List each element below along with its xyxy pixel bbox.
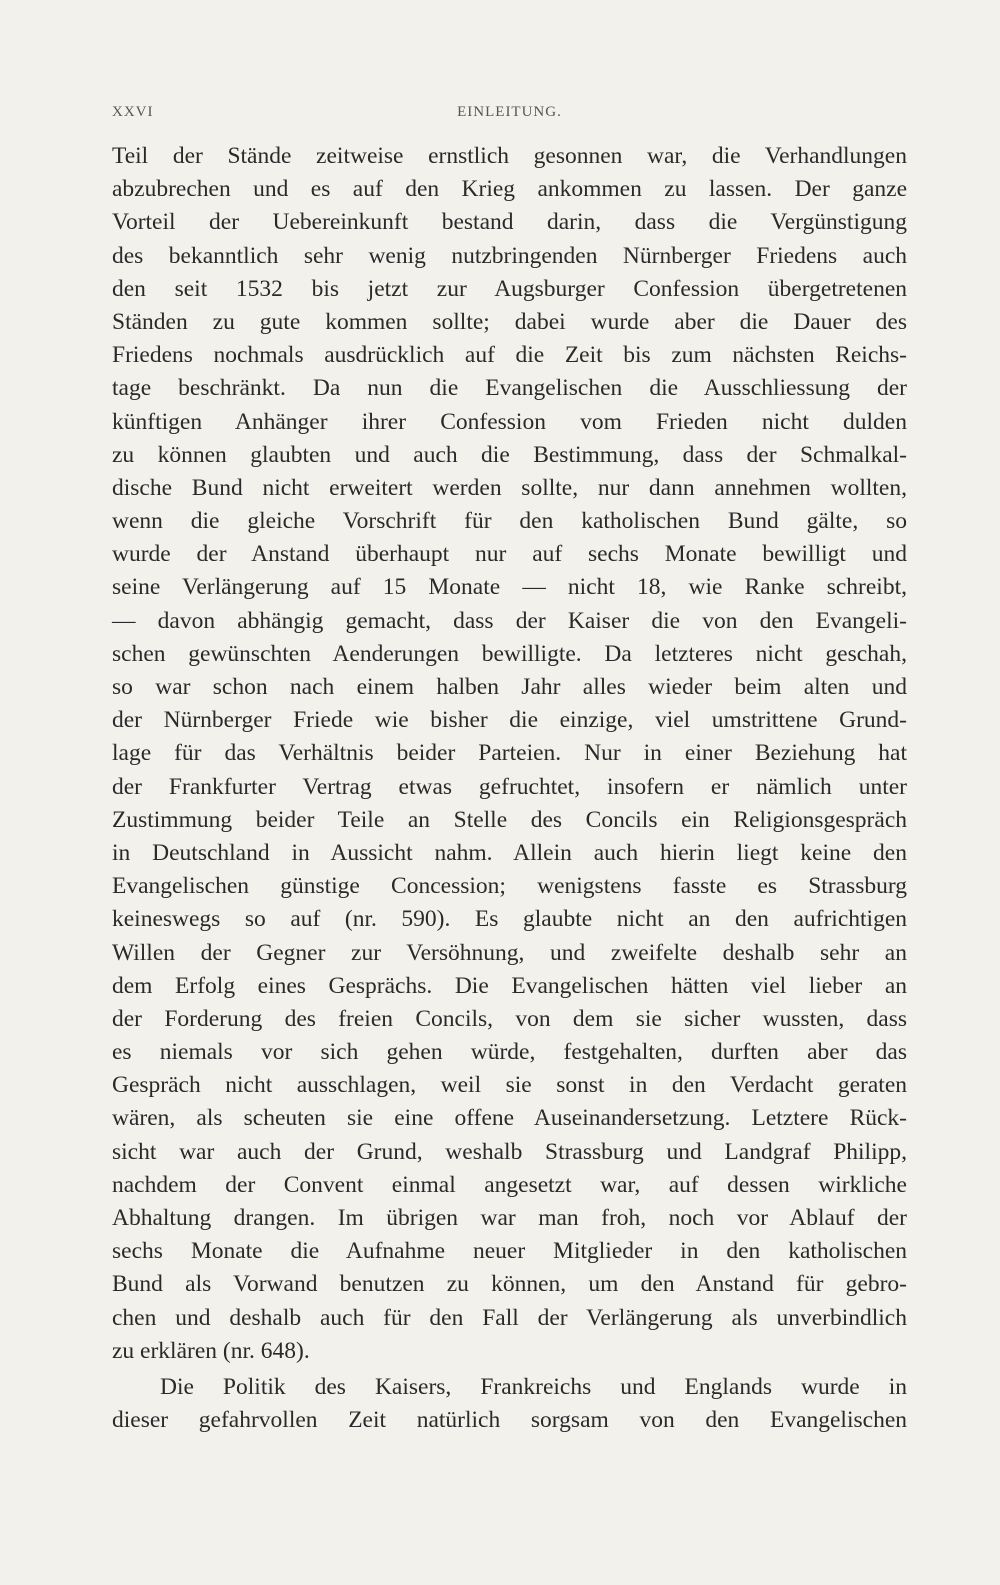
text-line: so war schon nach einem halben Jahr alles wieder beim alten und xyxy=(112,674,907,700)
text-line: Evangelischen günstige Concession; wenigstens fasste es Strassburg xyxy=(112,873,907,900)
text-line: Abhaltung drangen. Im übrigen war man froh, noch vor Ablauf der xyxy=(112,1205,907,1231)
running-head-title: EINLEITUNG. xyxy=(457,104,562,120)
text-line: des bekanntlich sehr wenig nutzbringenden Nürnberger Friedens auch xyxy=(112,242,907,269)
text-line: nachdem der Convent einmal angesetzt war, auf dessen wirkliche xyxy=(112,1171,907,1198)
text-line: tage beschränkt. Da nun die Evangelischen die Ausschliessung der xyxy=(112,375,907,402)
text-line: Friedens nochmals ausdrücklich auf die Zeit bis zum nächsten Reichs- xyxy=(112,342,907,369)
text-line: Bund als Vorwand benutzen zu können, um den Anstand für gebro- xyxy=(112,1271,907,1298)
text-line: es niemals vor sich gehen würde, festgehalten, durften aber das xyxy=(112,1039,907,1066)
text-line: zu können glaubten und auch die Bestimmung, dass der Schmalkal- xyxy=(112,441,907,468)
text-line: — davon abhängig gemacht, dass der Kaiser die von den Evangeli- xyxy=(112,607,907,634)
text-line: seine Verlängerung auf 15 Monate — nicht 18, wie Ranke schreibt, xyxy=(112,574,907,601)
text-line: Vorteil der Uebereinkunft bestand darin, dass die Vergünstigung xyxy=(112,209,907,236)
text-line: sicht war auch der Grund, weshalb Strassburg und Landgraf Philipp, xyxy=(112,1138,907,1165)
text-line: Die Politik des Kaisers, Frankreichs und Englands wurde in xyxy=(160,1373,907,1400)
body-text xyxy=(112,140,907,1437)
text-line: zu erklären (nr. 648). xyxy=(112,1337,310,1364)
text-line: sechs Monate die Aufnahme neuer Mitglieder in den katholischen xyxy=(112,1238,907,1265)
text-line: dem Erfolg eines Gesprächs. Die Evangelischen hätten viel lieber an xyxy=(112,972,907,999)
text-line: chen und deshalb auch für den Fall der Verlängerung als unverbindlich xyxy=(112,1304,907,1331)
text-line: wurde der Anstand überhaupt nur auf sechs Monate bewilligt und xyxy=(112,541,907,568)
text-line: künftigen Anhänger ihrer Confession vom Frieden nicht dulden xyxy=(112,408,907,435)
text-line: Ständen zu gute kommen sollte; dabei wurde aber die Dauer des xyxy=(112,308,907,335)
text-line: der Frankfurter Vertrag etwas gefruchtet, insofern er nämlich unter xyxy=(112,773,907,800)
text-line: in Deutschland in Aussicht nahm. Allein auch hierin liegt keine den xyxy=(112,839,907,866)
text-line: Teil der Stände zeitweise ernstlich gesonnen war, die Verhandlungen xyxy=(112,143,907,169)
text-line: lage für das Verhältnis beider Parteien. Nur in einer Beziehung hat xyxy=(112,740,907,767)
text-line: schen gewünschten Aenderungen bewilligte. Da letzteres nicht geschah, xyxy=(112,640,907,667)
running-head xyxy=(112,104,907,126)
text-line: wären, als scheuten sie eine offene Auseinandersetzung. Letztere Rück- xyxy=(112,1105,907,1132)
text-line: der Forderung des freien Concils, von dem sie sicher wussten, dass xyxy=(112,1005,907,1032)
page-number: XXVI xyxy=(112,104,154,120)
text-line: dieser gefahrvollen Zeit natürlich sorgsam von den Evangelischen xyxy=(112,1407,907,1434)
text-line: Zustimmung beider Teile an Stelle des Concils ein Religionsgespräch xyxy=(112,806,907,833)
text-line: den seit 1532 bis jetzt zur Augsburger Confession übergetretenen xyxy=(112,275,907,302)
text-line: wenn die gleiche Vorschrift für den katholischen Bund gälte, so xyxy=(112,508,907,535)
text-line: dische Bund nicht erweitert werden sollte, nur dann annehmen wollten, xyxy=(112,474,907,501)
text-line: Gespräch nicht ausschlagen, weil sie sonst in den Verdacht geraten xyxy=(112,1072,907,1099)
text-line: abzubrechen und es auf den Krieg ankommen zu lassen. Der ganze xyxy=(112,176,907,203)
text-line: Willen der Gegner zur Versöhnung, und zweifelte deshalb sehr an xyxy=(112,939,907,966)
text-line: der Nürnberger Friede wie bisher die einzige, viel umstrittene Grund- xyxy=(112,707,907,734)
text-line: keineswegs so auf (nr. 590). Es glaubte nicht an den aufrichtigen xyxy=(112,906,907,933)
